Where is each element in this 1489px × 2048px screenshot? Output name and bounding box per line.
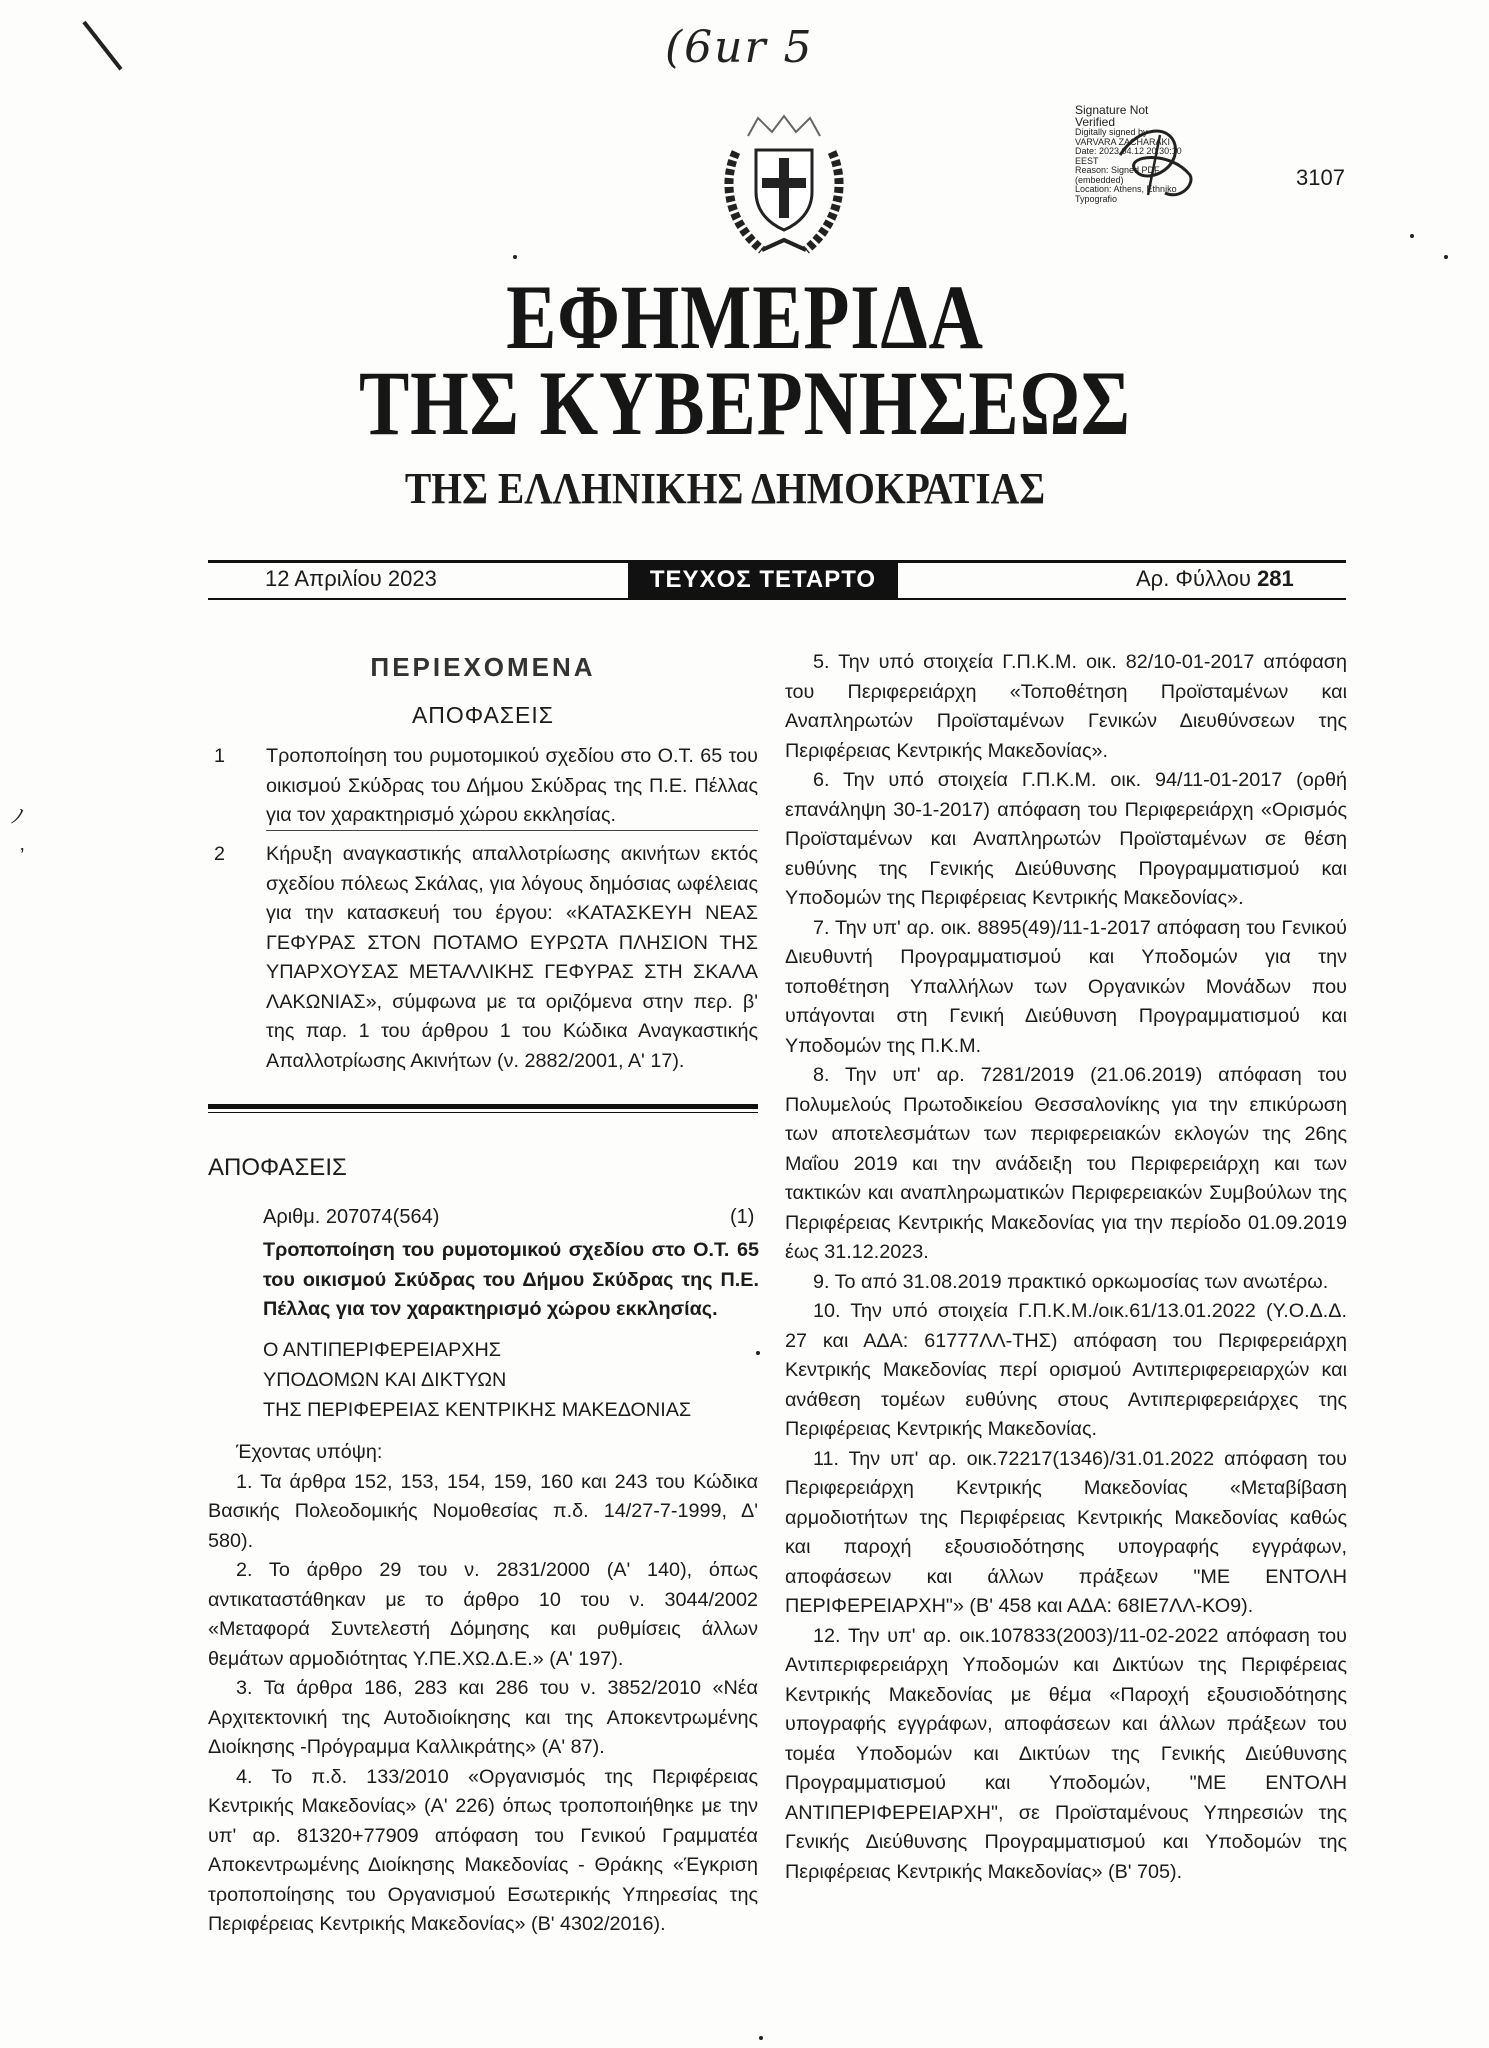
toc-item-text: Κήρυξη αναγκαστικής απαλλοτρίωσης ακινήτων εκτός σχεδίου πόλεως Σκάλας, για λόγους δημόσιας ωφέλειας για την κατασκευή του έργου: «ΚΑΤΑΣΚΕΥΗ ΝΕΑΣ ΓΕΦΥΡΑΣ ΣΤΟΝ ΠΟΤΑΜΟ ΕΥΡΩΤΑ ΠΛΗΣΙΟΝ ΤΗΣ ΥΠΑΡΧΟΥΣΑΣ ΜΕΤΑΛΛΙΚΗΣ ΓΕΦΥΡΑΣ ΣΤΗ ΣΚΑΛΑ ΛΑΚΩΝΙΑΣ», σύμφωνα με τα οριζόμενα στην περ. β' της παρ. 1 του άρθρου 1 του Κώδικα Αναγκαστικής Απαλλοτρίωσης Ακινήτων (ν. 2882/2001, Α' 17). — [266, 843, 758, 1072]
issue-series-badge: ΤΕΥΧΟΣ ΤΕΤΑΡΤΟ — [628, 562, 898, 598]
paragraph: 8. Την υπ' αρ. 7281/2019 (21.06.2019) απόφαση του Πολυμελούς Πρωτοδικείου Θεσσαλονίκης για την επικύρωση των αποτελεσμάτων των περιφερειακών εκλογών της 26ης Μαΐου 2019 και την ανάδειξη του Περιφερειάρχη και των τακτικών και αναπληρωματικών Περιφερειακών Συμβούλων της Περιφέρειας Κεντρικής Μακεδονίας για την περίοδο 01.09.2019 έως 31.12.2023. — [785, 1064, 1347, 1263]
toc-item-text: Τροποποίηση του ρυμοτομικού σχεδίου στο Ο.Τ. 65 του οικισμού Σκύδρας του Δήμου Σκύδρας της Π.Ε. Πέλλας για τον χαρακτηρισμό χώρου εκκλησίας. — [266, 745, 758, 826]
decision-sequence: (1) — [730, 1206, 755, 1228]
paragraph: 1. Τα άρθρα 152, 153, 154, 159, 160 και 243 του Κώδικα Βασικής Πολεοδομικής Νομοθεσίας π.δ. 14/27-7-1999, Δ' 580). — [208, 1470, 758, 1552]
handwritten-note: (6ur 5 — [665, 22, 814, 73]
paragraph: 4. Το π.δ. 133/2010 «Οργανισμός της Περιφέρειας Κεντρικής Μακεδονίας» (Α' 226) όπως τροποποιήθηκε με την υπ' αρ. 81320+77909 απόφαση του Γενικού Γραμματέα Αποκεντρωμένης Διοίκησης Μακεδονίας - Θράκης «Έγκριση τροποποίησης του Οργανισμού Εσωτερικής Υπηρεσίας της Περιφέρειας Κεντρικής Μακεδονίας» (Β' 4302/2016). — [208, 1765, 758, 1935]
considering-heading: Έχοντας υπόψη: — [236, 1441, 383, 1463]
paragraph: 3. Τα άρθρα 186, 283 και 286 του ν. 3852/2010 «Νέα Αρχιτεκτονική της Αυτοδιοίκησης και της Αποκεντρωμένης Διοίκησης -Πρόγραμμα Καλλικράτης» (Α' 87). — [208, 1677, 758, 1758]
sheet-label: Αρ. Φύλλου — [1136, 566, 1251, 591]
paragraph: 6. Την υπό στοιχεία Γ.Π.Κ.Μ. οικ. 94/11-01-2017 (ορθή επανάληψη 30-1-2017) απόφαση του Περιφερειάρχη «Ορισμός Προϊσταμένων και Αναπληρωτών Προϊσταμένων σε θέση ευθύνης της Γενικής Διεύθυνσης Προγραμματισμού και Υποδομών της Περιφέρειας Κεντρικής Μακεδονίας». — [785, 769, 1347, 909]
authority-line: ΤΗΣ ΠΕΡΙΦΕΡΕΙΑΣ ΚΕΝΤΡΙΚΗΣ ΜΑΚΕΔΟΝΙΑΣ — [263, 1399, 692, 1421]
sheet-number — [1136, 566, 1294, 592]
decision-number: Αριθμ. 207074(564) — [263, 1206, 440, 1228]
paragraph: 9. Το από 31.08.2019 πρακτικό ορκωμοσίας των ανωτέρω. — [813, 1270, 1329, 1293]
masthead-rule-bottom — [208, 598, 1346, 600]
paragraph: 5. Την υπό στοιχεία Γ.Π.Κ.Μ. οικ. 82/10-01-2017 απόφαση του Περιφερειάρχη «Τοποθέτηση Προϊσταμένων και Αναπληρωτών Προϊσταμένων Γενικών Διευθύνσεων της Περιφέρειας Κεντρικής Μακεδονίας». — [785, 651, 1347, 762]
paragraph: 7. Την υπ' αρ. οικ. 8895(49)/11-1-2017 απόφαση του Γενικού Διευθυντή Προγραμματισμού και Υποδομών για την τοποθέτηση Υπαλλήλων των Οργανικών Μονάδων που υπάγονται στη Γενική Διεύθυνση Προγραμματισμού και Υποδομών της Π.Κ.Μ. — [785, 916, 1347, 1057]
scan-speck — [1410, 234, 1414, 238]
margin-mark: ’ — [20, 845, 25, 867]
authority-line: Ο ΑΝΤΙΠΕΡΙΦΕΡΕΙΑΡΧΗΣ — [263, 1339, 501, 1361]
digital-signature-stamp — [1075, 104, 1275, 204]
left-column-body — [208, 1438, 758, 1940]
scan-speck — [759, 2036, 763, 2040]
right-column-body — [785, 648, 1347, 1887]
signature-line: VARVARA ZACHARAKI — [1075, 136, 1171, 147]
toc-item — [208, 840, 758, 1076]
masthead-title-line1: ΕΦΗΜΕΡΙΔΑ — [506, 266, 984, 368]
issue-date: 12 Απριλίου 2023 — [265, 566, 437, 591]
signature-line: Reason: Signed PDF — [1075, 165, 1160, 175]
scan-mark — [82, 21, 122, 71]
signature-line: Date: 2023.04.12 20:30:10 — [1075, 146, 1182, 156]
toc-item — [208, 742, 758, 831]
authority-line: ΥΠΟΔΟΜΩΝ ΚΑΙ ΔΙΚΤΥΩΝ — [263, 1369, 507, 1391]
masthead-subtitle: ΤΗΣ ΕΛΛΗΝΙΚΗΣ ΔΗΜΟΚΡΑΤΙΑΣ — [404, 464, 1046, 513]
page-number: 3107 — [1296, 165, 1345, 190]
scan-speck — [513, 255, 517, 259]
contents-heading: ΠΕΡΙΕΧΟΜΕΝΑ — [370, 652, 596, 682]
divider — [266, 830, 758, 831]
greek-state-emblem-icon — [718, 112, 850, 262]
toc-item-number: 1 — [214, 745, 226, 767]
signature-line: Signature Not — [1075, 103, 1149, 117]
masthead-title-line2: ΤΗΣ ΚΥΒΕΡΝΗΣΕΩΣ — [359, 352, 1131, 454]
decisions-section-heading: ΑΠΟΦΑΣΕΙΣ — [208, 1154, 347, 1181]
divider-thick — [208, 1104, 758, 1109]
paragraph: 2. Το άρθρο 29 του ν. 2831/2000 (Α' 140), όπως αντικαταστάθηκαν με το άρθρο 10 του ν. 3044/2002 «Μεταφορά Συντελεστή Δόμησης και ρυθμίσεις άλλων θεμάτων αρμοδιότητας Υ.ΠΕ.ΧΩ.Δ.Ε.» (Α' 197). — [208, 1559, 758, 1670]
signature-line: Digitally signed by — [1075, 127, 1148, 137]
decision-title: Τροποποίηση του ρυμοτομικού σχεδίου στο Ο.Τ. 65 του οικισμού Σκύδρας του Δήμου Σκύδρας της Π.Ε. Πέλλας για τον χαρακτηρισμό χώρου εκκλησίας. — [263, 1239, 759, 1320]
signature-line: Typografio — [1075, 193, 1118, 204]
signature-line: Verified — [1075, 115, 1116, 129]
paragraph: 11. Την υπ' αρ. οικ.72217(1346)/31.01.2022 απόφαση του Περιφερειάρχη Κεντρικής Μακεδονίας «Μεταβίβαση αρμοδιοτήτων της Περιφέρειας Κεντρικής Μακεδονίας καθώς και παροχή εξουσιοδότησης υπογραφής εγγράφων, αποφάσεων και άλλων πράξεων "ΜΕ ΕΝΤΟΛΗ ΠΕΡΙΦΕΡΕΙΑΡΧΗ"» (Β' 458 και ΑΔΑ: 68ΙΕ7ΛΛ-ΚΟ9). — [785, 1447, 1347, 1617]
signature-line: EEST — [1075, 155, 1099, 166]
signature-line: Location: Athens, Ethniko — [1075, 184, 1177, 194]
sheet-value: 281 — [1257, 566, 1294, 591]
toc-item-number: 2 — [214, 843, 226, 865]
signature-line: (embedded) — [1075, 174, 1124, 185]
paragraph: 10. Την υπό στοιχεία Γ.Π.Κ.Μ./οικ.61/13.01.2022 (Υ.Ο.Δ.Δ. 27 και ΑΔΑ: 61777ΛΛ-ΤΗΣ) απόφαση του Περιφερειάρχη Κεντρικής Μακεδονίας περί ορισμού Αντιπεριφερειαρχών και ανάθεση τομέων ευθύνης στους Αντιπεριφερειάρχες της Περιφέρειας Κεντρικής Μακεδονίας. — [785, 1300, 1347, 1440]
margin-mark: ノ — [8, 806, 28, 828]
scan-speck — [1444, 255, 1448, 259]
scan-speck — [756, 1351, 760, 1355]
divider-thin — [208, 1112, 758, 1113]
contents-section-heading: ΑΠΟΦΑΣΕΙΣ — [411, 702, 555, 728]
paragraph: 12. Την υπ' αρ. οικ.107833(2003)/11-02-2022 απόφαση του Αντιπεριφερειάρχη Υποδομών και Δικτύων της Περιφέρειας Κεντρικής Μακεδονίας με θέμα «Παροχή εξουσιοδότησης υπογραφής εγγράφων, αποφάσεων και άλλων πράξεων του τομέα Υποδομών και Δικτύων της Γενικής Διεύθυνσης Προγραμματισμού και Υποδομών, "ΜΕ ΕΝΤΟΛΗ ΑΝΤΙΠΕΡΙΦΕΡΕΙΑΡΧΗ", σε Προϊσταμένους Υπηρεσιών της Γενικής Διεύθυνσης Προγραμματισμού και Υποδομών της Περιφέρειας Κεντρικής Μακεδονίας» (Β' 705). — [785, 1624, 1347, 1883]
